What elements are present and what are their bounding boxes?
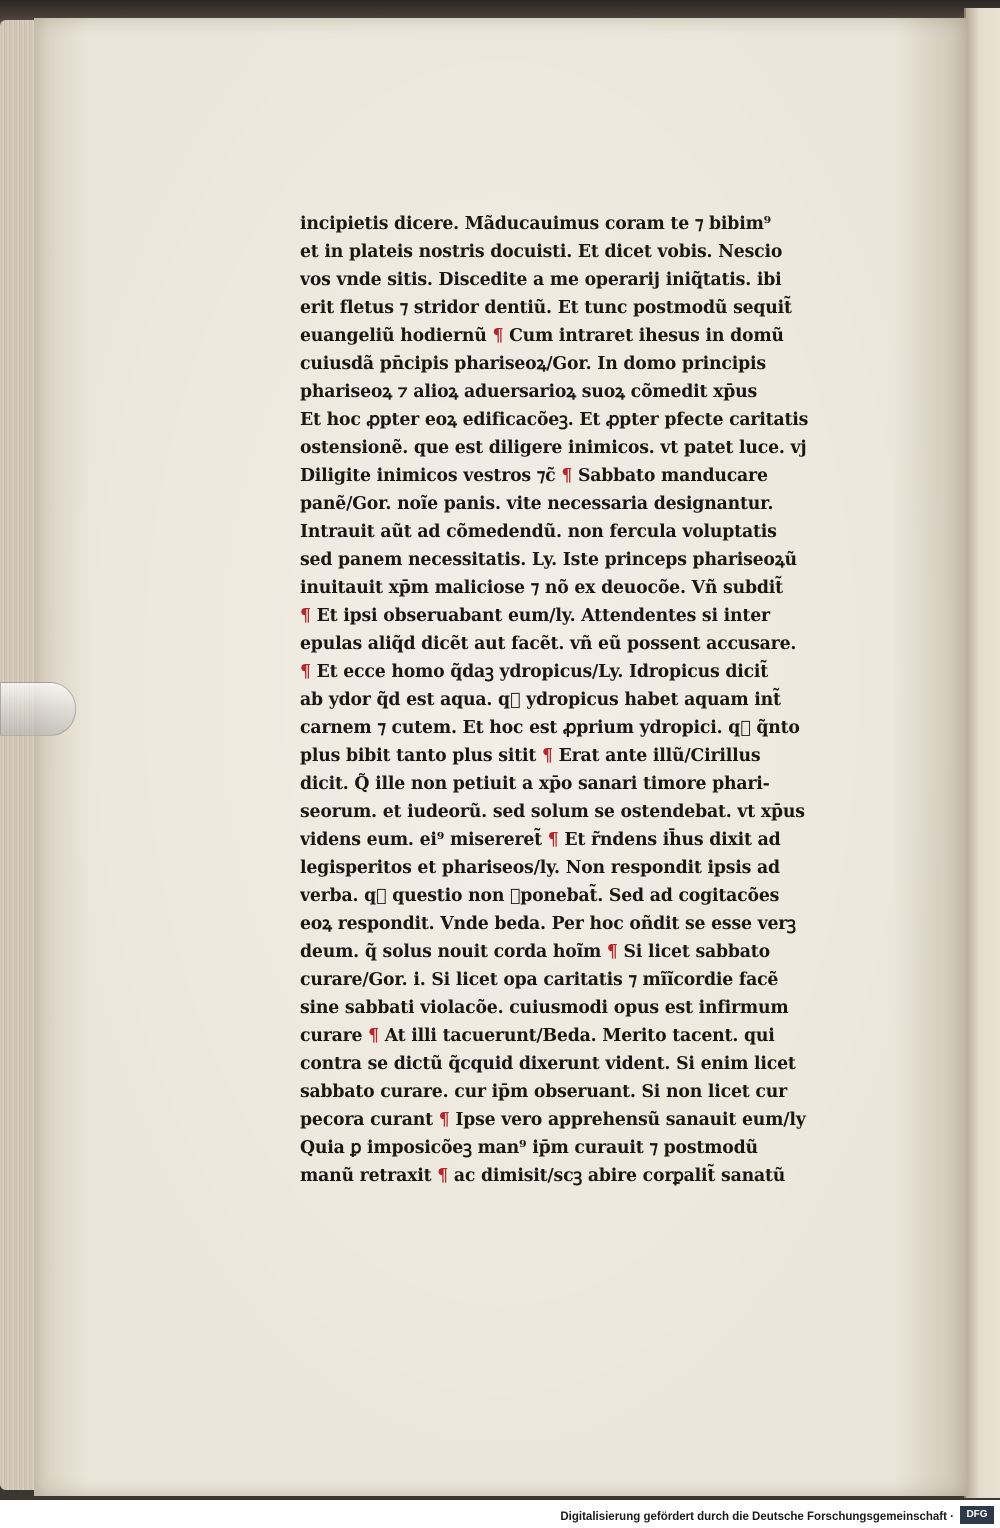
text-line: seorum. et iudeorũ. sed solum se ostendebat. vt xpus	[300, 802, 805, 822]
text-line: carnem ⁊ cutem. Et hoc est ꝓprium ydropici. q qnto	[300, 718, 800, 738]
text-line: pecora curant ¶ Ipse vero apprehensũ sanauit eum/ly	[300, 1110, 806, 1130]
text-line: ostensionẽ. que est diligere inimicos. vt patet luce. vj	[300, 438, 807, 458]
text-line: inuitauit xpm maliciose ⁊ nõ ex deuocõe. Vñ subdit	[300, 578, 783, 598]
text-line: panẽ/Gor. noĩe panis. vite necessaria designantur.	[300, 494, 774, 514]
text-line: et in plateis nostris docuisti. Et dicet vobis. Nescio	[300, 242, 783, 262]
paragraph-mark: ¶	[547, 830, 559, 850]
text-line: ¶ Et ipsi obseruabant eum/ly. Attendentes si inter	[300, 606, 770, 626]
paragraph-mark: ¶	[561, 466, 573, 486]
text-line: ¶ Et ecce homo qdaꝫ ydropicus/Ly. Idropicus dicit	[300, 662, 769, 682]
paragraph-mark: ¶	[606, 942, 618, 962]
text-line: legisperitos et phariseos/ly. Non respondit ipsis ad	[300, 858, 780, 878]
text-line: contra se dictũ qcquid dixerunt vident. Si enim licet	[300, 1054, 796, 1074]
text-line: sabbato curare. cur ipm obseruant. Si non licet cur	[300, 1082, 788, 1102]
text-column	[300, 210, 880, 1190]
text-line: ab ydor qd est aqua. q ydropicus habet aquam int	[300, 690, 781, 710]
text-line: euangeliũ hodiernũ ¶ Cum intraret ihesus in domũ	[300, 326, 784, 346]
text-line: phariseoꝝ ⁊ alioꝝ aduersarioꝝ suoꝝ cõmedit xpus	[300, 382, 757, 402]
footer-bar	[0, 1500, 1000, 1528]
text-line: deum. q solus nouit corda hoĩm ¶ Si licet sabbato	[300, 942, 770, 962]
text-line: cuiusdã pncipis phariseoꝝ/Gor. In domo principis	[300, 354, 766, 374]
text-line: curare/Gor. i. Si licet opa caritatis ⁊ mĩĩcordie facẽ	[300, 970, 779, 990]
text-line: vos vnde sitis. Discedite a me operarij iniqtatis. ibi	[300, 270, 782, 290]
text-line: sed panem necessitatis. Ly. Iste princeps phariseoꝝũ	[300, 550, 797, 570]
text-line: dicit. Q ille non petiuit a xpo sanari timore phari-	[300, 774, 770, 794]
text-line: manũ retraxit ¶ ac dimisit/scꝫ abire corꝑalit sanatũ	[300, 1166, 786, 1186]
text-line: erit fletus ⁊ stridor dentiũ. Et tunc postmodũ sequit	[300, 298, 792, 318]
text-line: epulas aliqd dicẽt aut facẽt. vñ eũ possent accusare.	[300, 634, 797, 654]
text-line: Quia ꝑ imposicõeꝫ man⁹ ipm curauit ⁊ postmodũ	[300, 1138, 758, 1158]
funding-credit: Digitalisierung gefördert durch die Deutsche Forschungsgemeinschaft ·	[560, 1511, 954, 1523]
paragraph-mark: ¶	[300, 606, 311, 626]
paragraph-mark: ¶	[438, 1110, 450, 1130]
text-line: sine sabbati violacõe. cuiusmodi opus est infirmum	[300, 998, 789, 1018]
paragraph-mark: ¶	[300, 662, 311, 682]
text-line: verba. q questio non ꝓponebat. Sed ad cogitacões	[300, 886, 780, 906]
paragraph-mark: ¶	[541, 746, 553, 766]
text-line: Et hoc ꝓpter eoꝝ edificacõeꝫ. Et ꝓpter pfecte caritatis	[300, 410, 809, 430]
text-line: videns eum. ei⁹ misereret ¶ Et rndens ihus dixit ad	[300, 830, 781, 850]
paragraph-mark: ¶	[492, 326, 504, 346]
text-line: Diligite inimicos vestros ⁊c ¶ Sabbato manducare	[300, 466, 768, 486]
paragraph-mark: ¶	[368, 1026, 379, 1046]
text-line: incipietis dicere. Mãducauimus coram te ⁊ bibim⁹	[300, 214, 772, 234]
text-line: Intrauit aũt ad cõmedendũ. non fercula voluptatis	[300, 522, 777, 542]
facing-page-edge	[964, 8, 1000, 1498]
page-clip	[0, 682, 76, 736]
paragraph-mark: ¶	[437, 1166, 448, 1186]
text-line: eoꝝ respondit. Vnde beda. Per hoc oñdit se esse verꝫ	[300, 914, 796, 934]
dfg-logo: DFG	[960, 1506, 994, 1524]
text-line: plus bibit tanto plus sitit ¶ Erat ante illũ/Cirillus	[300, 746, 761, 766]
text-line: curare ¶ At illi tacuerunt/Beda. Merito tacent. qui	[300, 1026, 775, 1046]
